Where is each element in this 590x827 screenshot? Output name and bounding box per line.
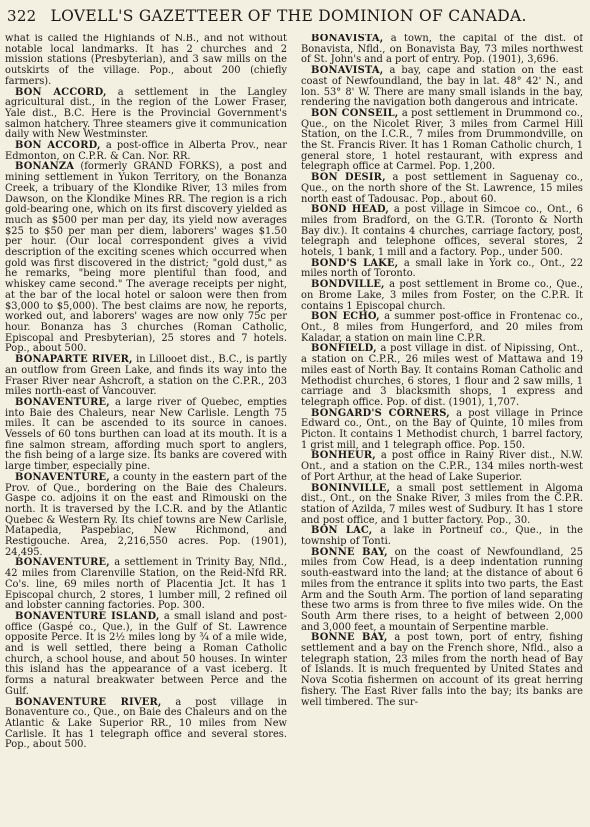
entry-body: a post settlement in Brome co., Que., on Brome Lake, 3 miles from Foster, on the C.P.R. It contains 1 Episcopal church. — [301, 279, 583, 312]
gazetteer-entry — [5, 34, 287, 88]
entry-headword: BONHEUR, — [311, 450, 376, 462]
gazetteer-entry — [5, 88, 287, 142]
entry-headword: BONAVENTURE RIVER, — [15, 696, 162, 708]
page-number: 322 — [7, 7, 37, 25]
entry-body: a lake in Portneuf co., Que., in the township of Tonti. — [301, 525, 583, 548]
gazetteer-entry — [301, 548, 583, 634]
entry-body: a settlement in Trinity Bay, Nfld., 42 miles from Clarenville Station, on the Reid-Nfd RR. Co's. line, 69 miles north of Placentia Jct. It has 1 Episcopal church, 2 stores, 1 lumber mill, 2 refined oil and lobster canning factories. Pop. 300. — [5, 557, 287, 612]
gazetteer-entry — [5, 141, 287, 162]
entry-body: a post-office in Alberta Prov., near Edmonton, on C.P.R. & Can. Nor. RR. — [5, 140, 287, 162]
entry-headword: BONAVENTURE ISLAND, — [15, 610, 160, 622]
entry-body: in Lillooet dist., B.C., is partly an outflow from Green Lake, and finds its way into the Fraser River near Ashcroft, a station on the C.P.R., 203 miles north-east of Vancouver. — [5, 354, 287, 398]
entry-body: a small post settlement in Algoma dist., Ont., on the Snake River, 3 miles from the C.P.R. station of Azilda, 7 miles west of Sudbury. It has 1 store and post office, and 1 butter factory. Pop., 30. — [301, 482, 583, 526]
entry-headword: BONNE BAY, — [311, 546, 388, 558]
entry-body: a post village in dist. of Nipissing, Ont., a station on C.P.R., 26 miles west of Mattawa and 19 miles east of North Bay. It contains Roman Catholic and Methodist churches, 6 stores, 1 flour and 2 saw mills, 1 carriage and 3 blacksmith shops, 1 express and telegraph office. Pop. of dist. (1901), 1,707. — [301, 343, 583, 408]
gazetteer-entry — [301, 451, 583, 483]
gazetteer-entry — [5, 558, 287, 612]
entry-headword: BONAVENTURE, — [15, 557, 110, 569]
entry-headword: BONAVENTURE, — [15, 396, 110, 408]
entry-body: a summer post-office in Frontenac co., Ont., 8 miles from Hungerford, and 20 miles from Kaladar, a station on main line C.P.R. — [301, 311, 583, 344]
entry-headword: BONFIELD, — [311, 343, 377, 355]
gazetteer-entry — [301, 66, 583, 109]
entry-headword: BON CONSEIL, — [311, 107, 399, 119]
entry-headword: BON ACCORD, — [15, 140, 101, 152]
entry-body: a post settlement in Saguenay co., Que., on the north shore of the St. Lawrence, 15 miles north east of Tadousac. Pop., about 60. — [301, 172, 583, 205]
gazetteer-entry — [5, 355, 287, 398]
gazetteer-entry — [5, 162, 287, 355]
gazetteer-entry — [301, 344, 583, 408]
entry-headword: BONAPARTE RIVER, — [15, 354, 133, 366]
entry-body: a post town, port of entry, fishing settlement and a bay on the French shore, Nfld., also a telegraph station, 23 miles from the north head of Bay of Islands. It is much frequented by United States and Nova Scotia fishermen on account of its great herring fishery. The East River falls into the bay; its banks are well timbered. The sur- — [301, 632, 583, 708]
page-title: LOVELL'S GAZETTEER OF THE DOMINION OF CANADA. — [50, 7, 527, 25]
entry-body: a post village in Bonaventure co., Que., on Baie des Chaleurs and on the Atlantic & Lake Superior RR., 10 miles from New Carlisle. It has 1 telegraph office and several stores. Pop., about 500. — [5, 696, 287, 751]
entry-headword: BONINVILLE, — [311, 482, 391, 494]
entry-headword: BONGARD'S CORNERS, — [311, 407, 450, 419]
entry-headword: BONANZA — [15, 161, 75, 173]
entry-headword: BON ACCORD, — [15, 86, 107, 98]
gazetteer-entry — [301, 312, 583, 344]
gazetteer-entry — [301, 484, 583, 527]
gazetteer-entry — [301, 259, 583, 280]
gazetteer-entry — [301, 633, 583, 708]
entry-headword: BOND'S LAKE, — [311, 257, 399, 269]
entry-headword: BONAVISTA, — [311, 34, 384, 44]
entry-body: a post village in Prince Edward co., Ont., on the Bay of Quinte, 10 miles from Picton. It contains 1 Methodist church, 1 barrel factory, 1 grist mill, and 1 telegraph office. Pop. 150. — [301, 407, 583, 451]
entry-body: a bay, cape and station on the east coast of Newfoundland, the bay in lat. 48° 42' N., and lon. 53° 8' W. There are many small islands in the bay, rendering the navigation both dangerous and intricate. — [301, 65, 583, 109]
entry-body: a small lake in York co., Ont., 22 miles north of Toronto. — [301, 257, 583, 280]
gazetteer-entry — [5, 398, 287, 473]
entry-headword: BONAVENTURE, — [15, 471, 110, 483]
entry-headword: BONDVILLE, — [311, 279, 385, 291]
gazetteer-entry — [5, 473, 287, 559]
gazetteer-entry — [5, 612, 287, 698]
right-column — [301, 34, 583, 824]
entry-headword: BOND HEAD, — [311, 204, 390, 216]
entry-body: a large river of Quebec, empties into Baie des Chaleurs, near New Carlisle. Length 75 miles. It can be ascended to its source in canoes. Vessels of 60 tons burthen can load at its mouth. It is a fine salmon stream, affording much sport to anglers, the fish being of a large size. Its banks are covered with large timber, especially pine. — [5, 396, 287, 473]
entry-headword: BON ECHO, — [311, 311, 380, 323]
gazetteer-entry — [5, 698, 287, 752]
entry-headword: BON LAC, — [311, 525, 373, 537]
gazetteer-entry — [301, 409, 583, 452]
entry-headword: BONNE BAY, — [311, 632, 388, 644]
gazetteer-entry — [301, 205, 583, 259]
entry-body: a post settlement in Drummond co., Que., on the Nicolet River, 3 miles from Carmel Hill Station, on the I.C.R., 7 miles from Drummondville, on the St. Francis River. It has 1 Roman Catholic church, 1 general store, 1 hotel restaurant, with express and telegraph office at Carmel. Pop. 1,200. — [301, 107, 583, 173]
gazetteer-entry — [301, 34, 583, 66]
entry-body: what is called the Highlands of N.B., and not without notable local landmarks. It has 2 churches and 2 mission stations (Presbyterian), and 3 saw mills on the outskirts of the village. Pop., about 200 (chiefly farmers). — [5, 34, 287, 87]
gazetteer-entry — [301, 173, 583, 205]
entry-body: a settlement in the Langley agricultural dist., in the region of the Lower Fraser, Yale dist., B.C. Here is the Provincial Government's salmon hatchery. Three steamers give it communication daily with New Westminster. — [5, 86, 287, 141]
entry-body: a post village in Simcoe co., Ont., 6 miles from Bradford, on the G.T.R. (Toronto & North Bay div.). It contains 4 churches, carriage factory, post, telegraph and telephone offices, several stores, 2 hotels, 1 bank, 1 mill and a factory. Pop., under 500. — [301, 204, 583, 259]
entry-headword: BON DESIR, — [311, 172, 386, 184]
entry-body: (formerly GRAND FORKS), a post and mining settlement in Yukon Territory, on the Bonanza Creek, a tribuary of the Klondike River, 13 miles from Dawson, on the Klondike Mines RR. The region is a rich gold-bearing one, which on its first discovery yielded as much as $500 per man per day, its yield now averages $25 to $50 per man per diem, laborers' wages $1.50 per hour. (Our local correspondent gives a vivid description of the exciting scenes which occurred when gold was first discovered in the district; "gold dust," as he remarks, "being more plentiful than food, and whiskey came second." The average receipts per night, at the bar of the local hotel or saloon were then from $3,000 to $5,000). The best claims are now, he reports, worked out, and laborers' wages are now only 75c per hour. Bonanza has 3 churches (Roman Catholic, Episcopal and Presbyterian), 25 stores and 7 hotels. Pop., about 500. — [5, 161, 287, 355]
entry-body: a town, the capital of the dist. of Bonavista, Nfld., on Bonavista Bay, 73 miles northwest of St. John's and a port of entry. Pop. (1901), 3,696. — [301, 34, 583, 66]
entry-body: on the coast of Newfoundland, 25 miles from Cow Head, is a deep indentation running south-eastward into the land; at the distance of about 6 miles from the entrance it splits into two parts, the East Arm and the South Arm. The portion of land separating these two arms is from three to five miles wide. On the South Arm there rises, to a height of between 2,000 and 3,000 feet, a mountain of Serpentine marble. — [301, 546, 583, 633]
entry-headword: BONAVISTA, — [311, 65, 384, 77]
gazetteer-entry — [301, 280, 583, 312]
gazetteer-entry — [301, 109, 583, 173]
running-header — [7, 5, 583, 27]
entry-body: a post office in Rainy River dist., N.W. Ont., and a station on the C.P.R., 134 miles north-west of Port Arthur, at the head of Lake Superior. — [301, 450, 583, 483]
entry-body: a small island and post-office (Gaspé co., Que.), in the Gulf of St. Lawrence opposite Perce. It is 2½ miles long by ¾ of a mile wide, and is well settled, there being a Roman Catholic church, a school house, and about 50 houses. In winter this island has the appearance of a vast iceberg. It forms a natural breakwater between Perce and the Gulf. — [5, 610, 287, 697]
left-column — [5, 34, 287, 824]
gazetteer-entry — [301, 526, 583, 547]
entry-body: a county in the eastern part of the Prov. of Que., bordering on the Baie des Chaleurs. Gaspe co. adjoins it on the east and Rimouski on the north. It is traversed by the I.C.R. and by the Atlantic Quebec & Western Ry. Its chief towns are New Carlisle, Matapedia, Paspebiac, New Richmond, and Restigouche. Area, 2,216,550 acres. Pop. (1901), 24,495. — [5, 471, 287, 558]
